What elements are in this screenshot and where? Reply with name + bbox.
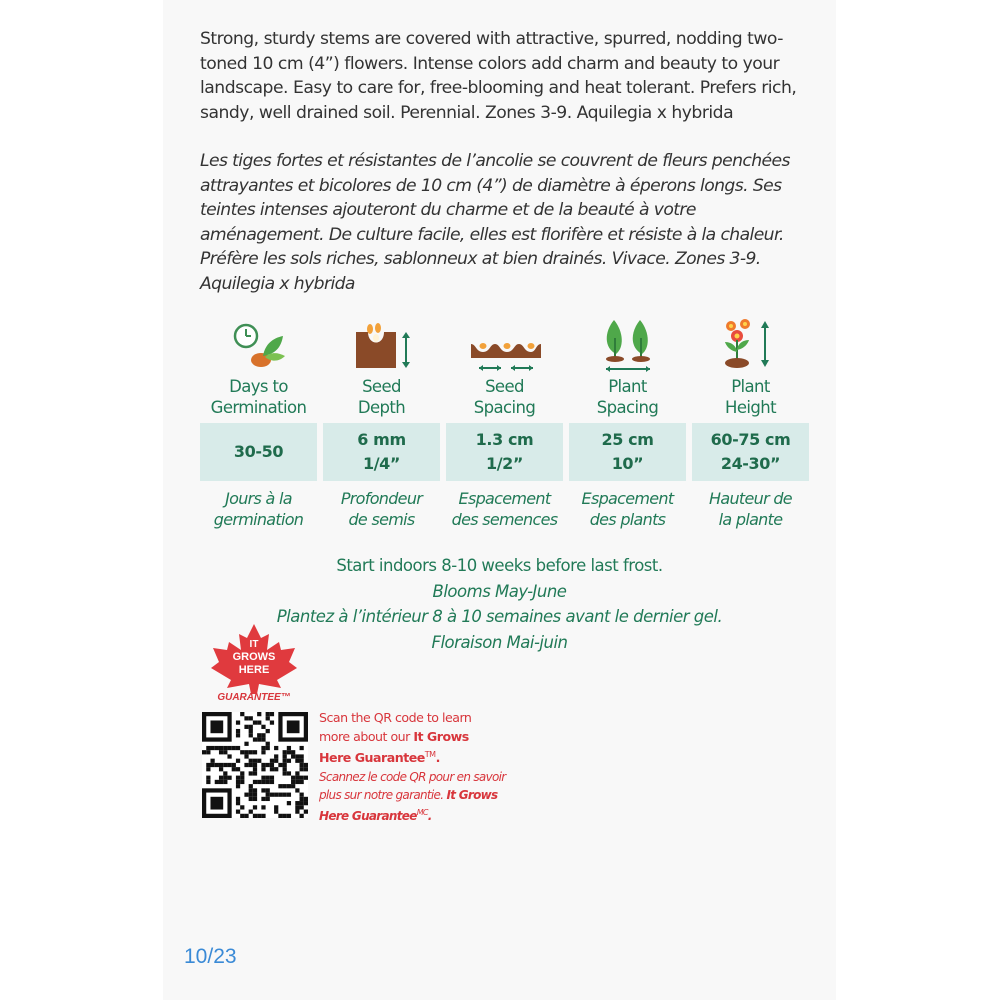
plant-height-icon [717, 318, 787, 372]
svg-text:GUARANTEE™: GUARANTEE™ [217, 692, 291, 703]
svg-text:GROWS: GROWS [232, 651, 276, 663]
description-french: Les tiges fortes et résistantes de l’ancolie se couvrent de fleurs penchées attrayantes et bicolores de 10 cm (4”) de diamètre à éperons longs. Ses teintes intenses ajouteront du charme et de la beauté à votre aménagement. De culture facile, elles est florifère et résiste à la chaleur. Préfère les sols riches, sablonneux at bien drainés. Vivace. Zones 3-9. Aquilegia x hybrida [200, 151, 790, 294]
stat-value: 25 cm 10” [569, 423, 686, 481]
stat-label-french: Espacement des semences [451, 489, 558, 529]
stat-seed-depth [323, 318, 440, 538]
stat-plant-spacing [569, 318, 686, 538]
stat-label: Seed Depth [357, 377, 406, 417]
it-grows-here-guarantee-logo [207, 622, 302, 708]
stat-label-french: Jours à la germination [213, 489, 304, 529]
stat-label: Plant Spacing [596, 377, 659, 417]
qr-caption: Scan the QR code to learn more about our It Grows Here Guarantee™. Scannez le code QR pour en savoir plus sur notre garantie. It Grows Here Guarantee$^{MC}$. [319, 710, 506, 823]
seed-depth-icon [348, 318, 418, 372]
description-english: Strong, sturdy stems are covered with attractive, spurred, nodding two-toned 10 cm (4”) flowers. Intense colors add charm and beauty to your landscape. Easy to care for, free-blooming and heat tolerant. Prefers rich, sandy, well drained soil. Perennial. Zones 3-9. Aquilegia x hybrida [200, 29, 797, 123]
bloom-period-fr: Floraison Mai-juin [431, 632, 568, 652]
stat-plant-height [692, 318, 809, 538]
seed-spacing-icon [471, 318, 541, 372]
bloom-period-en: Blooms May-June [432, 581, 567, 601]
stat-value: 30-50 [200, 423, 317, 481]
page-number: 10/23 [184, 945, 237, 968]
sowing-instruction-fr: Plantez à l’intérieur 8 à 10 semaines avant le dernier gel. [276, 607, 723, 626]
stat-label-french: Espacement des plants [581, 489, 674, 529]
germination-clock-icon [225, 318, 295, 372]
stat-value: 6 mm 1/4” [323, 423, 440, 481]
svg-text:HERE: HERE [238, 664, 270, 676]
growing-stats [200, 318, 810, 538]
stat-days-to-germination [200, 318, 317, 538]
stat-label-french: Hauteur de la plante [709, 489, 792, 529]
svg-text:IT: IT [249, 639, 259, 650]
stat-label: Days to Germination [210, 377, 307, 417]
sowing-instruction-en: Start indoors 8-10 weeks before last frost. [336, 556, 663, 575]
stat-label: Plant Height [725, 377, 776, 417]
stat-seed-spacing [446, 318, 563, 538]
stat-value: 1.3 cm 1/2” [446, 423, 563, 481]
stat-label-french: Profondeur de semis [340, 489, 423, 529]
stat-label: Seed Spacing [473, 377, 536, 417]
plant-spacing-icon [594, 318, 664, 372]
qr-code[interactable] [202, 712, 308, 818]
stat-value: 60-75 cm 24-30” [692, 423, 809, 481]
